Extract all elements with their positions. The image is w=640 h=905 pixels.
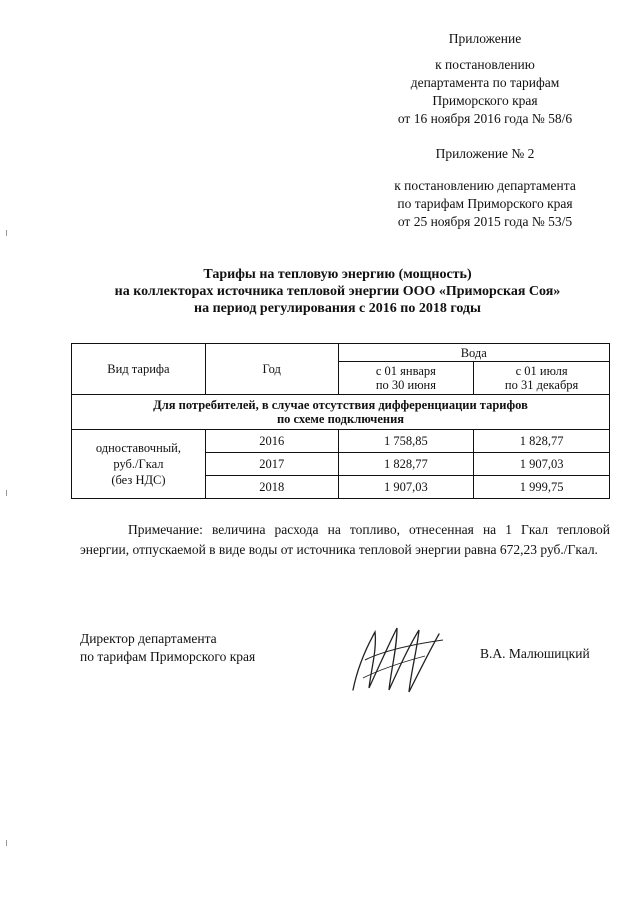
tariff-h1-cell: 1 758,85 (338, 430, 474, 453)
group-row-label (72, 395, 610, 430)
period-2-line: с 01 июля (515, 364, 568, 378)
col-header-period-2 (474, 362, 610, 395)
title-line: на период регулирования с 2016 по 2018 годы (194, 301, 481, 316)
appendix-2-line: по тарифам Приморского края (397, 196, 573, 211)
scan-mark (6, 490, 7, 496)
scan-mark (6, 840, 7, 846)
signatory-name: В.А. Малюшицкий (480, 646, 590, 661)
tariff-type-line: (без НДС) (111, 473, 166, 487)
col-header-year: Год (205, 344, 338, 395)
tariff-h2-cell: 1 999,75 (474, 476, 610, 499)
group-label-line: по схеме подключения (276, 412, 405, 426)
appendix-2-line: от 25 ноября 2015 года № 53/5 (397, 214, 573, 229)
appendix-1-line: Приморского края (432, 93, 538, 108)
tariff-type-line: руб./Гкал (113, 457, 164, 471)
tariff-table (71, 343, 610, 499)
appendix-2-block (340, 145, 630, 231)
year-cell: 2018 (205, 476, 338, 499)
table-row (72, 430, 610, 453)
position-line: Директор департамента (80, 631, 217, 646)
group-label-line: Для потребителей, в случае отсутствия дифференциации тарифов (153, 398, 528, 412)
position-line: по тарифам Приморского края (80, 649, 256, 664)
handwritten-signature (335, 620, 455, 700)
tariff-type-cell (72, 430, 206, 499)
appendix-1-line: от 16 ноября 2016 года № 58/6 (397, 111, 573, 126)
appendix-1-line: департамента по тарифам (410, 75, 560, 90)
period-1-line: с 01 января (375, 364, 436, 378)
tariff-h1-cell: 1 907,03 (338, 476, 474, 499)
col-header-tariff-type: Вид тарифа (72, 344, 206, 395)
col-header-period-1 (338, 362, 474, 395)
appendix-2-title: Приложение № 2 (435, 146, 535, 161)
signatory-position (80, 630, 255, 666)
appendix-1-line: к постановлению (435, 57, 535, 72)
year-cell: 2017 (205, 453, 338, 476)
col-header-water: Вода (338, 344, 609, 362)
tariff-h1-cell: 1 828,77 (338, 453, 474, 476)
tariff-h2-cell: 1 828,77 (474, 430, 610, 453)
document-title (60, 266, 615, 317)
title-line: Тарифы на тепловую энергию (мощность) (203, 267, 472, 282)
scan-mark (6, 230, 7, 236)
appendix-1-title: Приложение (448, 31, 522, 46)
period-1-line: по 30 июня (375, 378, 436, 392)
period-2-line: по 31 декабря (504, 378, 579, 392)
tariff-type-line: одноставочный, (95, 441, 181, 455)
title-line: на коллекторах источника тепловой энергии ООО «Приморская Соя» (114, 284, 561, 299)
appendix-2-line: к постановлению департамента (394, 178, 576, 193)
tariff-h2-cell: 1 907,03 (474, 453, 610, 476)
appendix-1-block (340, 30, 630, 128)
note-paragraph (80, 520, 610, 560)
year-cell: 2016 (205, 430, 338, 453)
note-text: Примечание: величина расхода на топливо, отнесенная на 1 Гкал тепловой энергии, отпускаемой в виде воды от источника тепловой энергии равна 672,23 руб./Гкал. (80, 522, 610, 557)
